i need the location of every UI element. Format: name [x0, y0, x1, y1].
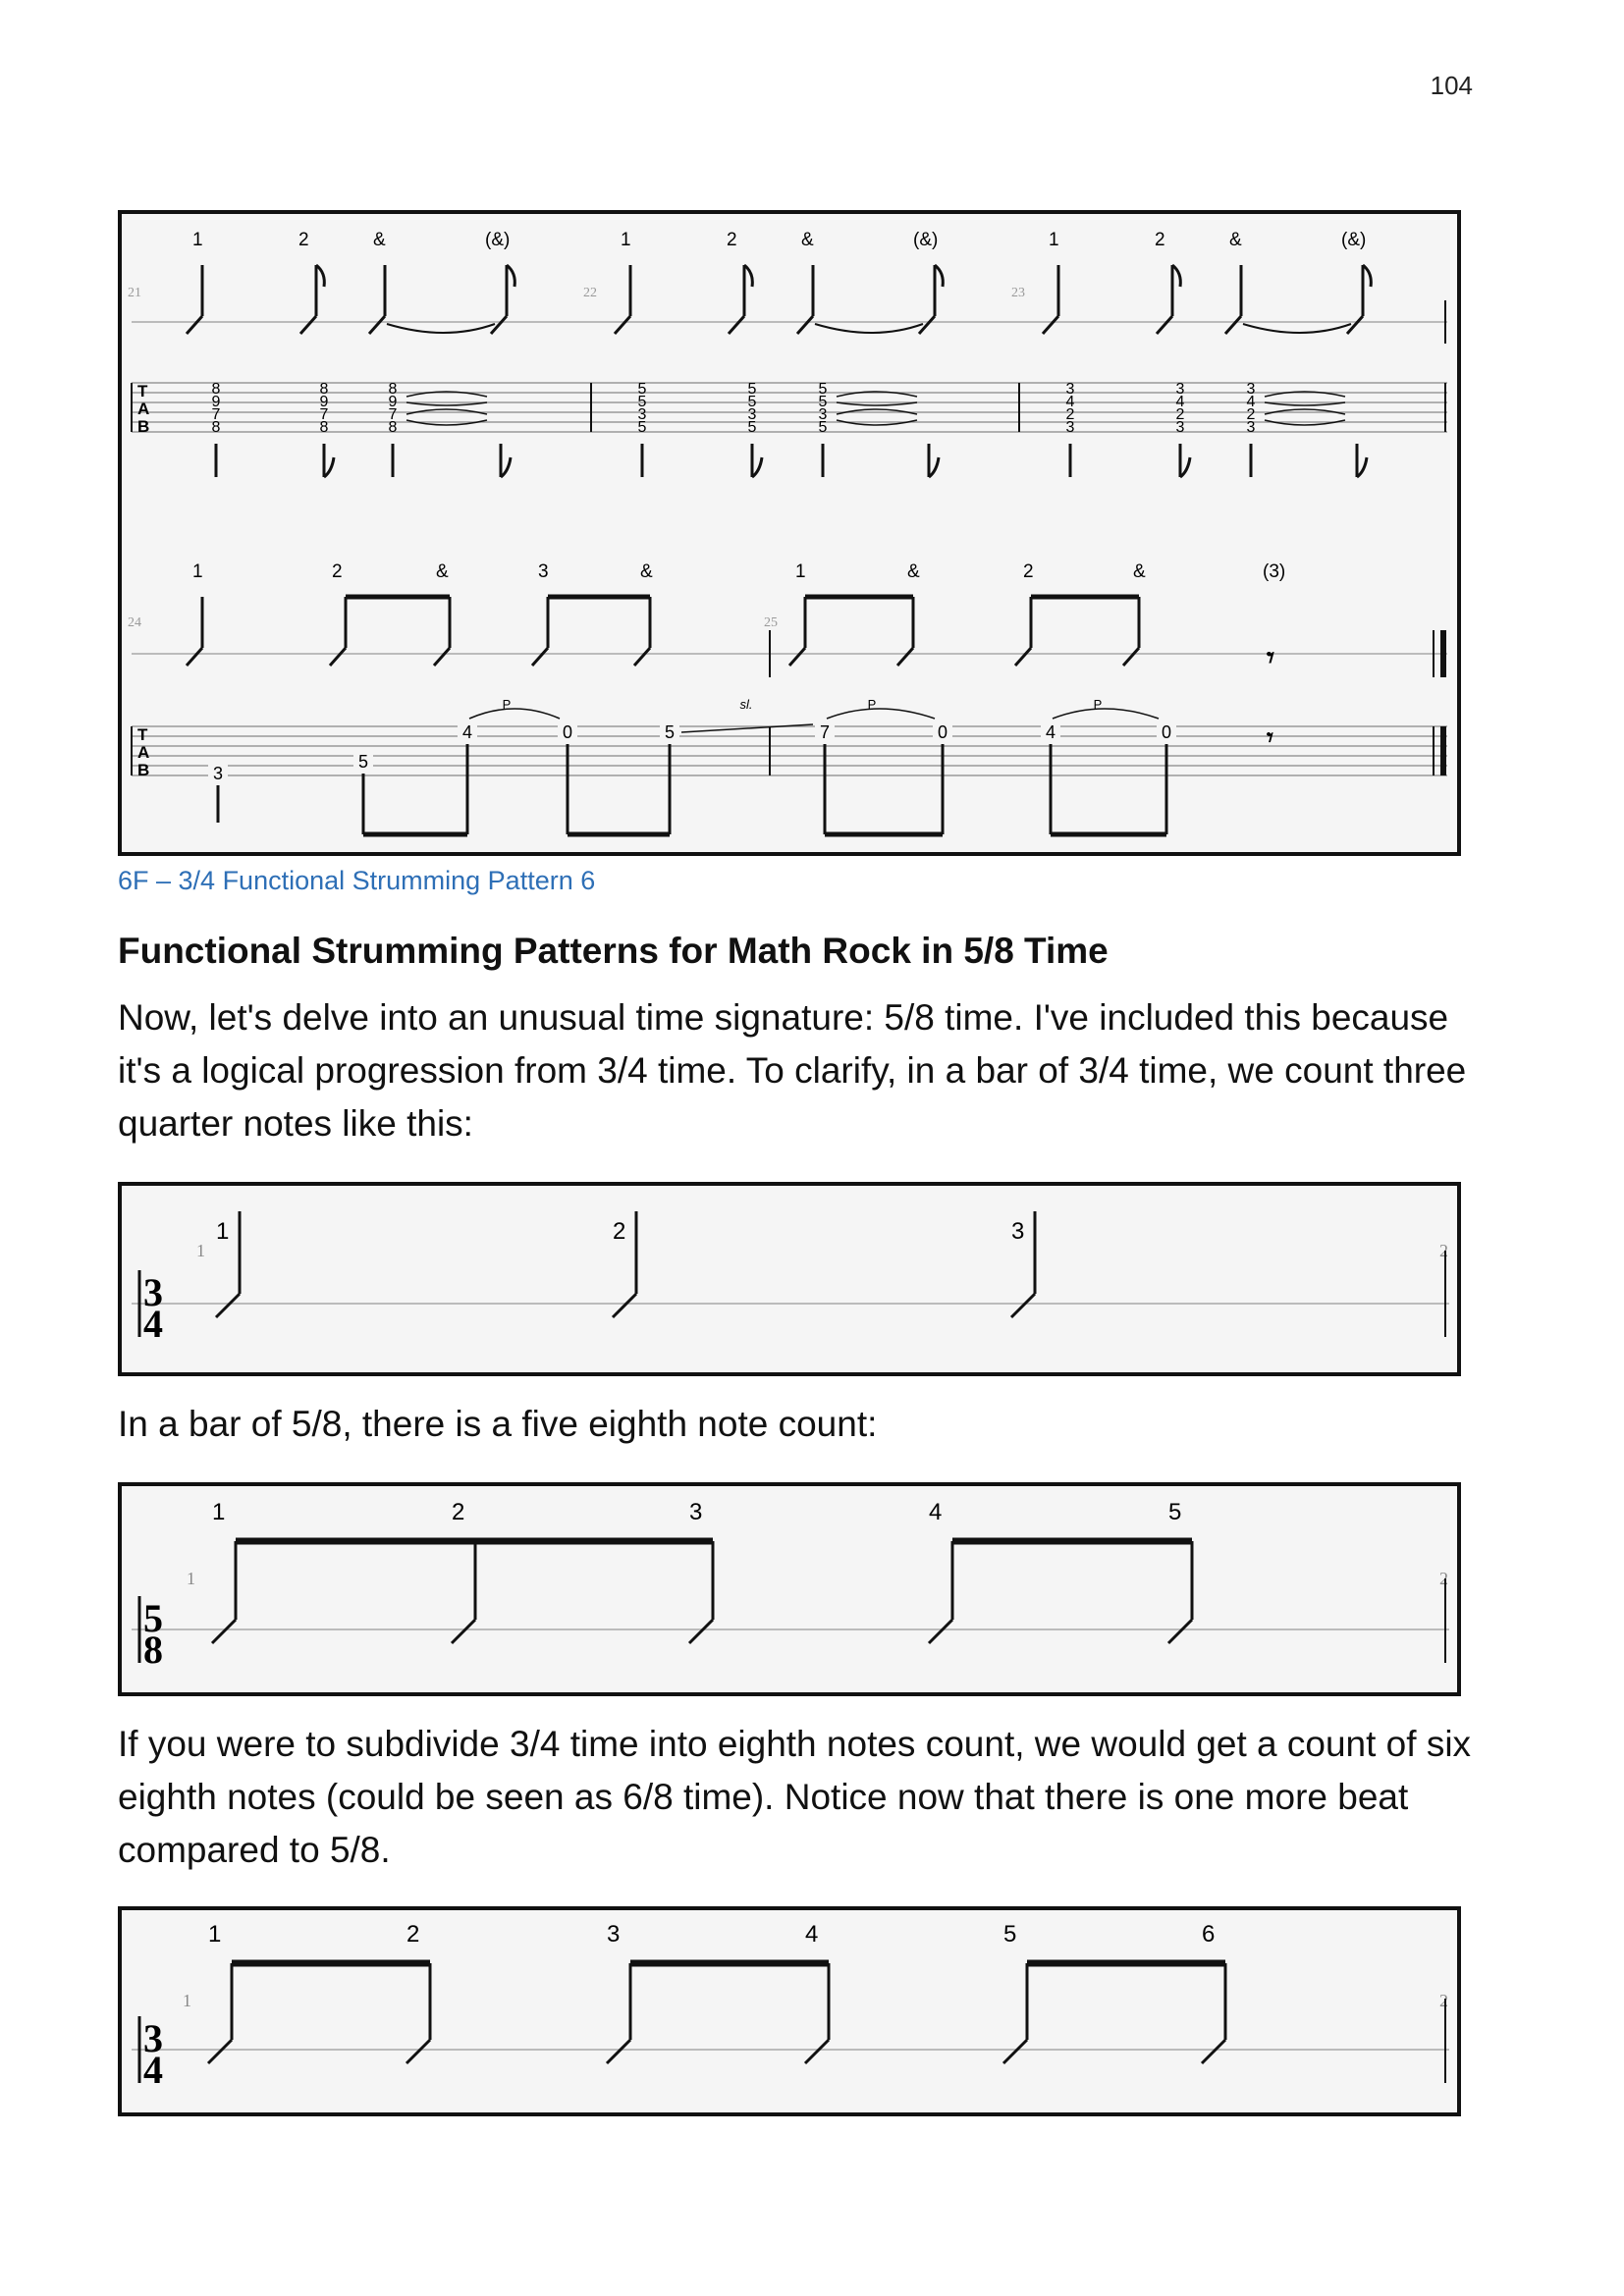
- svg-text:3: 3: [212, 764, 224, 783]
- svg-text:3: 3: [1246, 381, 1256, 398]
- svg-text:7: 7: [319, 406, 329, 423]
- count-5: 5: [1168, 1499, 1182, 1525]
- tab-clef-a: A: [137, 743, 150, 762]
- count-2: 2: [406, 1921, 420, 1948]
- bar-number-23: 23: [1011, 286, 1025, 300]
- count-2: 2: [727, 230, 737, 250]
- svg-text:8: 8: [211, 381, 221, 398]
- svg-text:5: 5: [818, 419, 828, 436]
- figure-caption: 6F – 3/4 Functional Strumming Pattern 6: [118, 866, 596, 895]
- svg-text:2: 2: [1175, 406, 1185, 423]
- tab-clef-t: T: [137, 725, 148, 744]
- svg-text:7: 7: [211, 406, 221, 423]
- tab-staff-row2: [132, 726, 1447, 775]
- bar-number-start: 1: [183, 1991, 191, 2010]
- svg-text:9: 9: [211, 394, 221, 410]
- svg-text:7: 7: [819, 722, 831, 742]
- count-and: &: [1229, 230, 1242, 250]
- svg-text:0: 0: [1161, 722, 1172, 742]
- page-number: 104: [1430, 71, 1473, 100]
- tab-notation: [122, 214, 1457, 852]
- count-and: &: [907, 561, 920, 582]
- time-signature-top: 3: [143, 2016, 163, 2060]
- svg-text:3: 3: [1246, 419, 1256, 436]
- bar-number-start: 1: [187, 1569, 195, 1588]
- rhythm-figure-5-8: [118, 1482, 1461, 1696]
- svg-text:5: 5: [747, 381, 757, 398]
- bar-number-end: 2: [1439, 1991, 1448, 2010]
- count-1: 1: [795, 561, 806, 582]
- time-signature-bottom: 4: [143, 1302, 163, 1346]
- count-1: 1: [212, 1499, 226, 1525]
- count-2: 2: [332, 561, 343, 582]
- svg-text:0: 0: [562, 722, 573, 742]
- bar-number-end: 2: [1439, 1569, 1448, 1588]
- bar-number-22: 22: [583, 286, 597, 300]
- svg-text:2: 2: [1246, 406, 1256, 423]
- bar-number-start: 1: [196, 1241, 205, 1260]
- svg-text:8: 8: [211, 419, 221, 436]
- svg-text:3: 3: [818, 406, 828, 423]
- rhythm-slashes-row1: [187, 265, 1371, 334]
- paragraph-subdivide: If you were to subdivide 3/4 time into eighth notes count, we would get a count of six eighth notes (could be seen as 6/8 time). Notice now that there is one more beat compared to 5/8.: [118, 1724, 1472, 1870]
- time-signature-top: 3: [143, 1270, 163, 1314]
- count-and: &: [373, 230, 386, 250]
- svg-text:8: 8: [388, 419, 398, 436]
- count-1: 1: [192, 561, 203, 582]
- count-1: 1: [192, 230, 203, 250]
- count-4: 4: [805, 1921, 819, 1948]
- svg-text:4: 4: [1065, 394, 1075, 410]
- count-and: &: [1133, 561, 1146, 582]
- pull-off-mark: P: [867, 697, 877, 712]
- count-2: 2: [613, 1218, 626, 1245]
- slide-mark: sl.: [739, 697, 753, 712]
- count-1: 1: [1049, 230, 1059, 250]
- tab-clef-t: T: [137, 382, 148, 400]
- eighth-rest-icon: 𝄾: [1267, 642, 1274, 674]
- count-and-paren: (&): [485, 230, 511, 250]
- tab-figure: [118, 210, 1461, 856]
- count-4: 4: [929, 1499, 943, 1525]
- svg-text:5: 5: [747, 394, 757, 410]
- svg-text:8: 8: [319, 419, 329, 436]
- rhythm-figure-3-4-quarters: [118, 1182, 1461, 1376]
- svg-text:2: 2: [1065, 406, 1075, 423]
- svg-text:8: 8: [319, 381, 329, 398]
- count-5: 5: [1003, 1921, 1017, 1948]
- svg-text:5: 5: [637, 394, 647, 410]
- time-signature-bottom: 8: [143, 1628, 163, 1672]
- paragraph-intro: Now, let's delve into an unusual time signature: 5/8 time. I've included this because it's a logical progression from 3/4 time. To clarify, in a bar of 3/4 time, we count three quarter notes like this:: [118, 997, 1467, 1144]
- svg-text:5: 5: [747, 419, 757, 436]
- count-and: &: [640, 561, 653, 582]
- tab-clef-b: B: [137, 417, 150, 436]
- time-signature-top: 5: [143, 1596, 163, 1640]
- svg-text:4: 4: [1045, 722, 1056, 742]
- count-2: 2: [298, 230, 309, 250]
- count-6: 6: [1202, 1921, 1216, 1948]
- tab-clef-a: A: [137, 400, 150, 418]
- count-2: 2: [452, 1499, 465, 1525]
- svg-text:5: 5: [818, 394, 828, 410]
- pull-off-mark: P: [502, 697, 512, 712]
- svg-text:3: 3: [1175, 419, 1185, 436]
- svg-text:3: 3: [637, 406, 647, 423]
- tab-clef-b: B: [137, 761, 150, 779]
- count-3: 3: [1011, 1218, 1025, 1245]
- count-3-paren: (3): [1263, 561, 1286, 582]
- bar-number-24: 24: [128, 615, 141, 630]
- svg-text:5: 5: [637, 381, 647, 398]
- svg-text:4: 4: [1246, 394, 1256, 410]
- svg-text:3: 3: [1175, 381, 1185, 398]
- bar-number-21: 21: [128, 286, 141, 300]
- count-1: 1: [216, 1218, 230, 1245]
- tab-chords-row1: [212, 381, 1256, 436]
- count-3: 3: [607, 1921, 621, 1948]
- svg-text:3: 3: [1065, 381, 1075, 398]
- svg-text:4: 4: [1175, 394, 1185, 410]
- bar-number-end: 2: [1439, 1241, 1448, 1260]
- time-signature-bottom: 4: [143, 2048, 163, 2092]
- svg-text:9: 9: [319, 394, 329, 410]
- tab-rest-icon: 𝄾: [1267, 722, 1273, 752]
- svg-text:5: 5: [637, 419, 647, 436]
- pull-off-mark: P: [1093, 697, 1103, 712]
- count-2: 2: [1023, 561, 1034, 582]
- svg-text:0: 0: [937, 722, 948, 742]
- count-3: 3: [538, 561, 549, 582]
- svg-text:4: 4: [461, 722, 473, 742]
- svg-text:9: 9: [388, 394, 398, 410]
- paragraph-five-eight: In a bar of 5/8, there is a five eighth note count:: [118, 1404, 878, 1444]
- count-1: 1: [621, 230, 631, 250]
- count-and: &: [801, 230, 814, 250]
- rhythm-figure-3-4-eighths: [118, 1906, 1461, 2116]
- count-2: 2: [1155, 230, 1165, 250]
- bar-number-25: 25: [764, 615, 778, 630]
- count-3: 3: [689, 1499, 703, 1525]
- svg-text:3: 3: [747, 406, 757, 423]
- section-heading: Functional Strumming Patterns for Math Rock in 5/8 Time: [118, 931, 1109, 971]
- count-and: &: [436, 561, 449, 582]
- count-and-paren: (&): [1341, 230, 1367, 250]
- svg-text:5: 5: [818, 381, 828, 398]
- svg-text:5: 5: [664, 722, 676, 742]
- svg-text:7: 7: [388, 406, 398, 423]
- svg-text:8: 8: [388, 381, 398, 398]
- svg-text:3: 3: [1065, 419, 1075, 436]
- count-1: 1: [208, 1921, 222, 1948]
- rhythm-slashes-row2: [187, 597, 1139, 666]
- svg-text:5: 5: [357, 752, 369, 772]
- count-and-paren: (&): [913, 230, 939, 250]
